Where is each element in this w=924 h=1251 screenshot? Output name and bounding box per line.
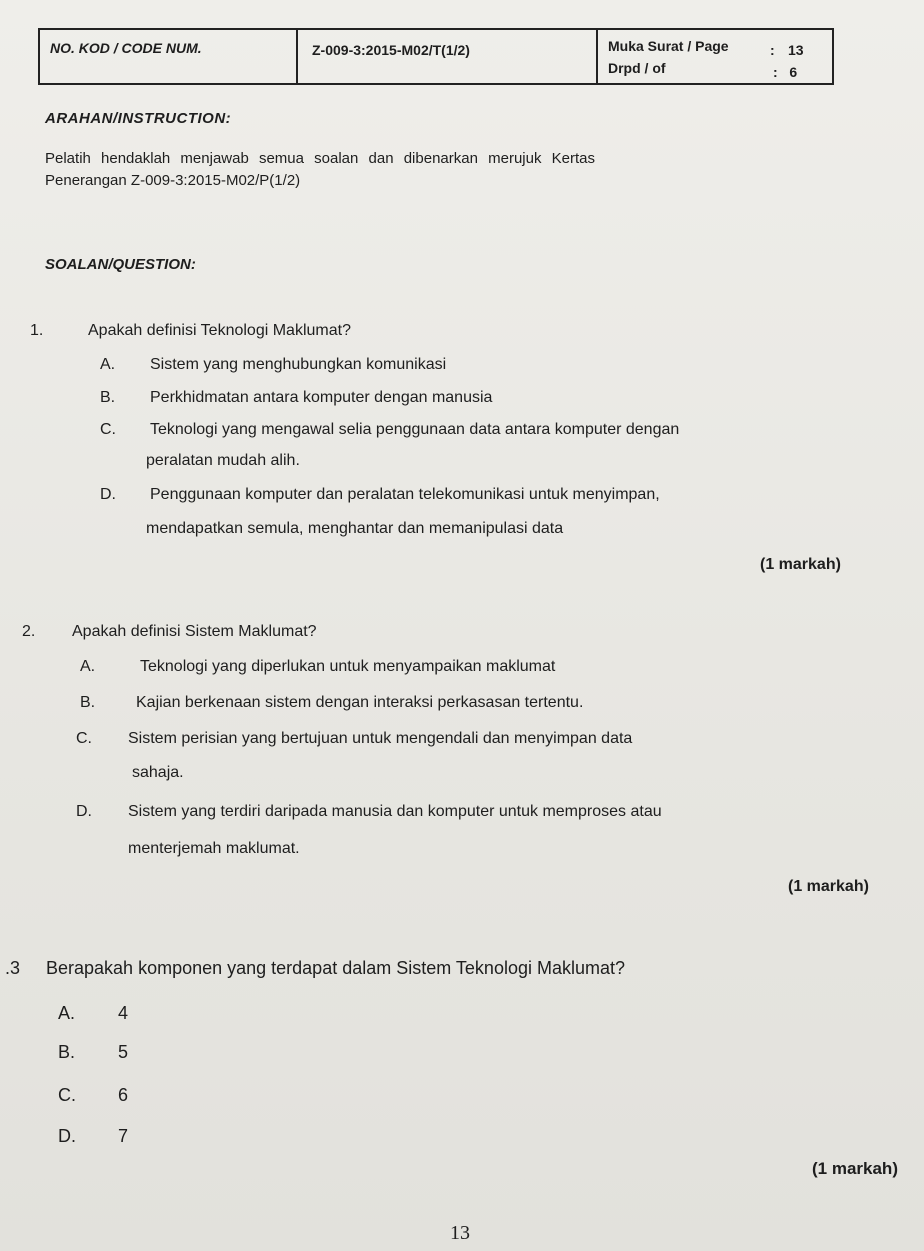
page-number: 13 <box>450 1222 470 1244</box>
code-value: Z-009-3:2015-M02/T(1/2) <box>298 30 598 83</box>
q1-option-a-letter: A. <box>100 356 116 373</box>
q2-option-c-line-1: Sistem perisian yang bertujuan untuk mengendali dan menyimpan data <box>128 730 633 747</box>
q1-option-d-letter: D. <box>100 486 116 503</box>
q2-option-a-letter: A. <box>80 658 96 675</box>
q1-option-d-line-2: mendapatkan semula, menghantar dan memanipulasi data <box>146 520 564 537</box>
q1-option-c-line-2: peralatan mudah alih. <box>146 452 300 469</box>
q1-option-d-line-1: Penggunaan komputer dan peralatan telekomunikasi untuk menyimpan, <box>150 486 660 503</box>
q2-option-d-letter: D. <box>76 803 92 820</box>
of-label: Drpd / of <box>608 60 666 76</box>
page-label: Muka Surat / Page <box>608 38 729 54</box>
q3-option-b-text: 5 <box>118 1042 129 1062</box>
q1-option-b-letter: B. <box>100 389 116 406</box>
of-value: 6 <box>789 64 798 80</box>
of-value-group <box>773 64 797 80</box>
section-title: SOALAN/QUESTION: <box>45 256 196 273</box>
q2-option-d-line-1: Sistem yang terdiri daripada manusia dan komputer untuk memproses atau <box>128 803 662 820</box>
q2-option-b-letter: B. <box>80 694 96 711</box>
instruction-line-2: Penerangan Z-009-3:2015-M02/P(1/2) <box>45 172 301 189</box>
header-table <box>38 28 834 85</box>
page-info-cell <box>598 30 832 83</box>
q1-marks: (1 markah) <box>760 556 841 573</box>
q2-option-c-line-2: sahaja. <box>132 764 184 781</box>
q2-option-d-line-2: menterjemah maklumat. <box>128 840 300 857</box>
page-colon: : <box>770 42 775 58</box>
q1-option-c-letter: C. <box>100 421 116 438</box>
q1-option-b-text: Perkhidmatan antara komputer dengan manusia <box>150 389 493 406</box>
q3-option-d-letter: D. <box>58 1126 76 1146</box>
q1-option-a-text: Sistem yang menghubungkan komunikasi <box>150 356 447 373</box>
q2-option-b-text: Kajian berkenaan sistem dengan interaksi perkasasan tertentu. <box>136 694 584 711</box>
q3-option-b-letter: B. <box>58 1042 76 1062</box>
instruction-title: ARAHAN/INSTRUCTION: <box>45 110 232 127</box>
q3-option-a-letter: A. <box>58 1003 76 1023</box>
q2-option-a-text: Teknologi yang diperlukan untuk menyampaikan maklumat <box>140 658 556 675</box>
question-1-text: Apakah definisi Teknologi Maklumat? <box>88 322 351 339</box>
instruction-line-1: Pelatih hendaklah menjawab semua soalan dan dibenarkan merujuk Kertas <box>45 150 595 167</box>
page-value: 13 <box>788 42 804 58</box>
q2-option-c-letter: C. <box>76 730 92 747</box>
q2-marks: (1 markah) <box>788 878 869 895</box>
question-2-text: Apakah definisi Sistem Maklumat? <box>72 623 317 640</box>
question-3-text: Berapakah komponen yang terdapat dalam Sistem Teknologi Maklumat? <box>46 958 626 978</box>
q3-option-c-letter: C. <box>58 1085 76 1105</box>
question-2-number: 2. <box>22 623 36 640</box>
code-label: NO. KOD / CODE NUM. <box>40 30 298 83</box>
question-1-number: 1. <box>30 322 44 339</box>
q3-option-d-text: 7 <box>118 1126 129 1146</box>
q3-marks: (1 markah) <box>812 1159 898 1178</box>
q1-option-c-line-1: Teknologi yang mengawal selia penggunaan data antara komputer dengan <box>150 421 680 438</box>
q3-option-c-text: 6 <box>118 1085 129 1105</box>
of-colon: : <box>773 64 778 80</box>
question-3-number: 3. <box>4 958 20 978</box>
q3-option-a-text: 4 <box>118 1003 129 1023</box>
